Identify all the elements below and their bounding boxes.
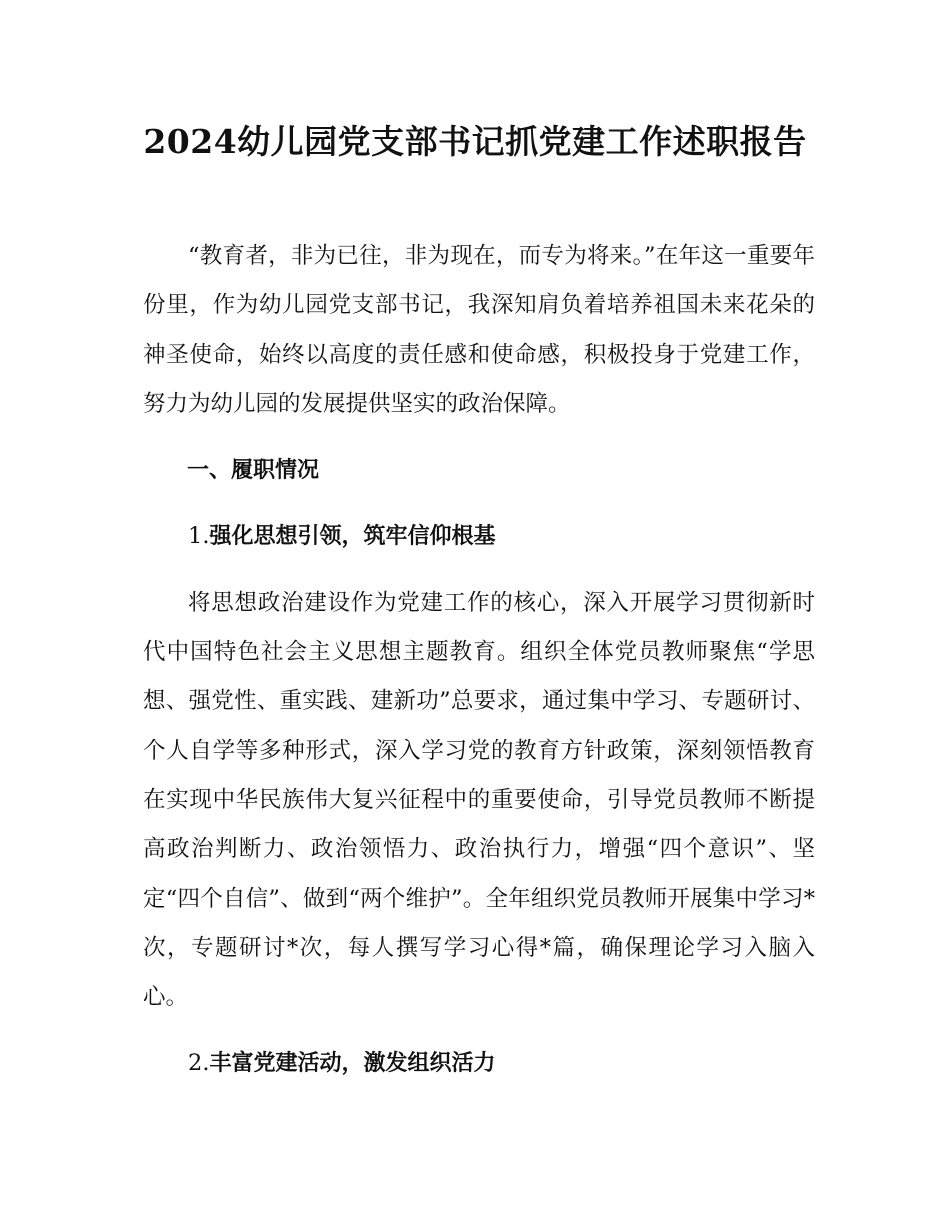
subsection-number-1: 1. xyxy=(188,523,210,550)
document-body xyxy=(143,232,815,1106)
intro-paragraph: “教育者，非为已往，非为现在，而专为将来。”在年这一重要年份里，作为幼儿园党支部书记，我深知肩负着培养祖国未来花朵的神圣使命，始终以高度的责任感和使命感，积极投身于党建工作，努力为幼儿园的发展提供坚实的政治保障。 xyxy=(143,243,815,417)
document-title: 2024幼儿园党支部书记抓党建工作述职报告 xyxy=(143,122,807,161)
subsection-heading-2 xyxy=(143,1039,815,1088)
subsection-heading-1 xyxy=(143,512,815,561)
subsection-title-1: 强化思想引领，筑牢信仰根基 xyxy=(209,524,496,550)
subsection-number-2: 2. xyxy=(188,1050,210,1077)
section-heading-performance: 一、履职情况 xyxy=(187,458,320,484)
subsection-body-1: 将思想政治建设作为党建工作的核心，深入开展学习贯彻新时代中国特色社会主义思想主题教育。组织全体党员教师聚焦“学思想、强党性、重实践、建新功”总要求，通过集中学习、专题研讨、个人自学等多种形式，深入学习党的教育方针政策，深刻领悟教育在实现中华民族伟大复兴征程中的重要使命，引导党员教师不断提高政治判断力、政治领悟力、政治执行力，增强“四个意识”、坚定“四个自信”、做到“两个维护”。全年组织党员教师开展集中学习*次，专题研讨*次，每人撰写学习心得*篇，确保理论学习入脑入心。 xyxy=(143,589,815,1011)
subsection-title-2: 丰富党建活动，激发组织活力 xyxy=(209,1051,496,1077)
